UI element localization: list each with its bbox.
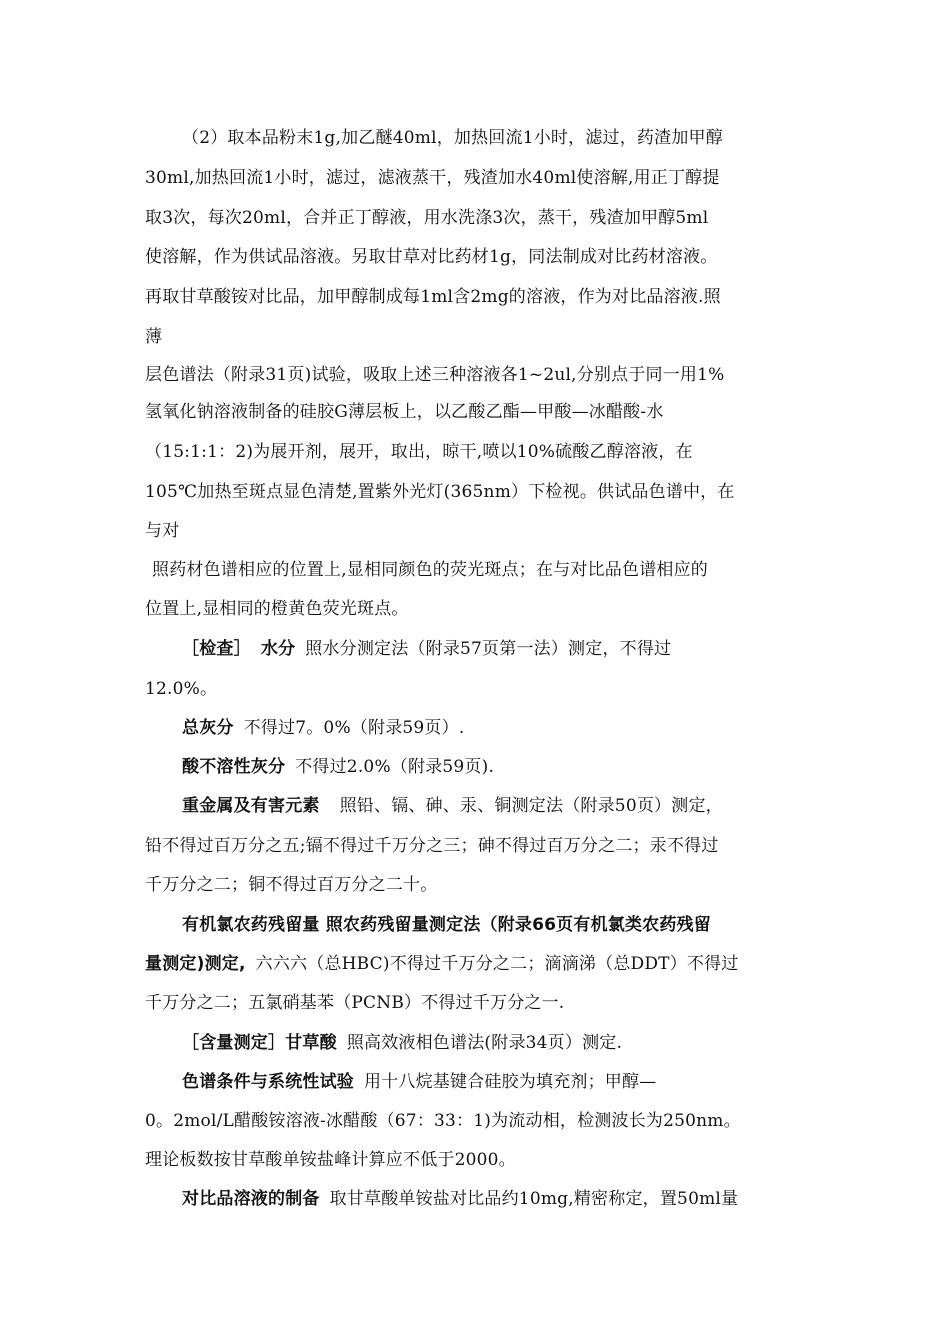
text-line: 铅不得过百万分之五;镉不得过千万分之三；砷不得过百万分之二；汞不得过	[145, 836, 719, 856]
text-line	[182, 637, 794, 661]
text-span: 照铅、镉、砷、汞、铜测定法（附录50页）测定，	[339, 796, 723, 816]
text-line	[182, 1070, 794, 1094]
text-line: （2）取本品粉末1g,加乙醚40ml，加热回流1小时，滤过，药渣加甲醇	[182, 128, 723, 148]
text-line: 千万分之二；五氯硝基苯（PCNB）不得过千万分之一.	[145, 993, 565, 1013]
text-line	[182, 716, 794, 740]
text-line: 层色谱法（附录31页)试验，吸取上述三种溶液各1~2ul,分别点于同一用1%	[145, 365, 725, 385]
term-label: 酸不溶性灰分	[182, 757, 286, 777]
text-span: 照水分测定法（附录57页第一法）测定，不得过	[305, 639, 672, 659]
text-line: 使溶解，作为供试品溶液。另取甘草对比药材1g，同法制成对比药材溶液。	[145, 247, 718, 267]
term-label: 总灰分	[182, 718, 234, 738]
text-line	[182, 1031, 794, 1055]
text-line: 位置上,显相同的橙黄色荧光斑点。	[145, 599, 409, 619]
text-line: 取3次，每次20ml，合并正丁醇液，用水洗涤3次，蒸干，残渣加甲醇5ml	[145, 208, 709, 228]
text-line	[182, 1187, 794, 1211]
text-line	[145, 952, 795, 976]
text-span: 用十八烷基键合硅胶为填充剂；甲醇—	[364, 1072, 657, 1092]
text-span: 不得过7。0%（附录59页）.	[243, 718, 465, 738]
text-line: 千万分之二；铜不得过百万分之二十。	[145, 875, 438, 895]
text-line: 再取甘草酸铵对比品，加甲醇制成每1ml含2mg的溶液，作为对比品溶液.照	[145, 287, 721, 307]
text-line: 氢氧化钠溶液制备的硅胶G薄层板上，以乙酸乙酯—甲酸—冰醋酸-水	[145, 402, 664, 422]
text-span: 六六六（总HBC)不得过千万分之二；滴滴涕（总DDT）不得过	[255, 954, 739, 974]
term-label: 量测定)测定,	[145, 954, 246, 974]
section-heading: ［检查］	[182, 639, 251, 659]
text-line: 与对	[145, 521, 180, 541]
text-line: 30ml,加热回流1小时，滤过，滤液蒸干，残渣加水40ml使溶解,用正丁醇提	[145, 168, 720, 188]
text-line: 有机氯农药残留量 照农药残留量测定法（附录66页有机氯类农药残留	[182, 915, 711, 935]
text-span: 照高效液相色谱法(附录34页）测定.	[346, 1033, 623, 1053]
text-line: 12.0%。	[145, 679, 218, 699]
term-label: 对比品溶液的制备	[182, 1189, 320, 1209]
term-label: 水分	[260, 639, 296, 659]
text-line	[182, 794, 794, 818]
text-line: 照药材色谱相应的位置上,显相同颜色的荧光斑点；在与对比品色谱相应的	[152, 560, 709, 580]
text-span: 取甘草酸单铵盐对比品约10mg,精密称定，置50ml量	[329, 1189, 739, 1209]
text-line	[182, 755, 794, 779]
term-label: 色谱条件与系统性试验	[182, 1072, 354, 1092]
text-line: 0。2mol/L醋酸铵溶液-冰醋酸（67：33：1)为流动相，检测波长为250nm。	[145, 1111, 741, 1131]
term-label: 重金属及有害元素	[182, 796, 320, 816]
text-line: （15:1:1：2)为展开剂，展开，取出，晾干,喷以10%硫酸乙醇溶液，在	[145, 442, 693, 462]
text-line: 105℃加热至斑点显色清楚,置紫外光灯(365nm）下检视。供试品色谱中，在	[145, 482, 735, 502]
section-heading: ［含量测定］甘草酸	[182, 1033, 337, 1053]
text-line: 薄	[145, 327, 163, 347]
text-line: 理论板数按甘草酸单铵盐峰计算应不低于2000。	[145, 1150, 516, 1170]
text-span: 不得过2.0%（附录59页).	[295, 757, 495, 777]
